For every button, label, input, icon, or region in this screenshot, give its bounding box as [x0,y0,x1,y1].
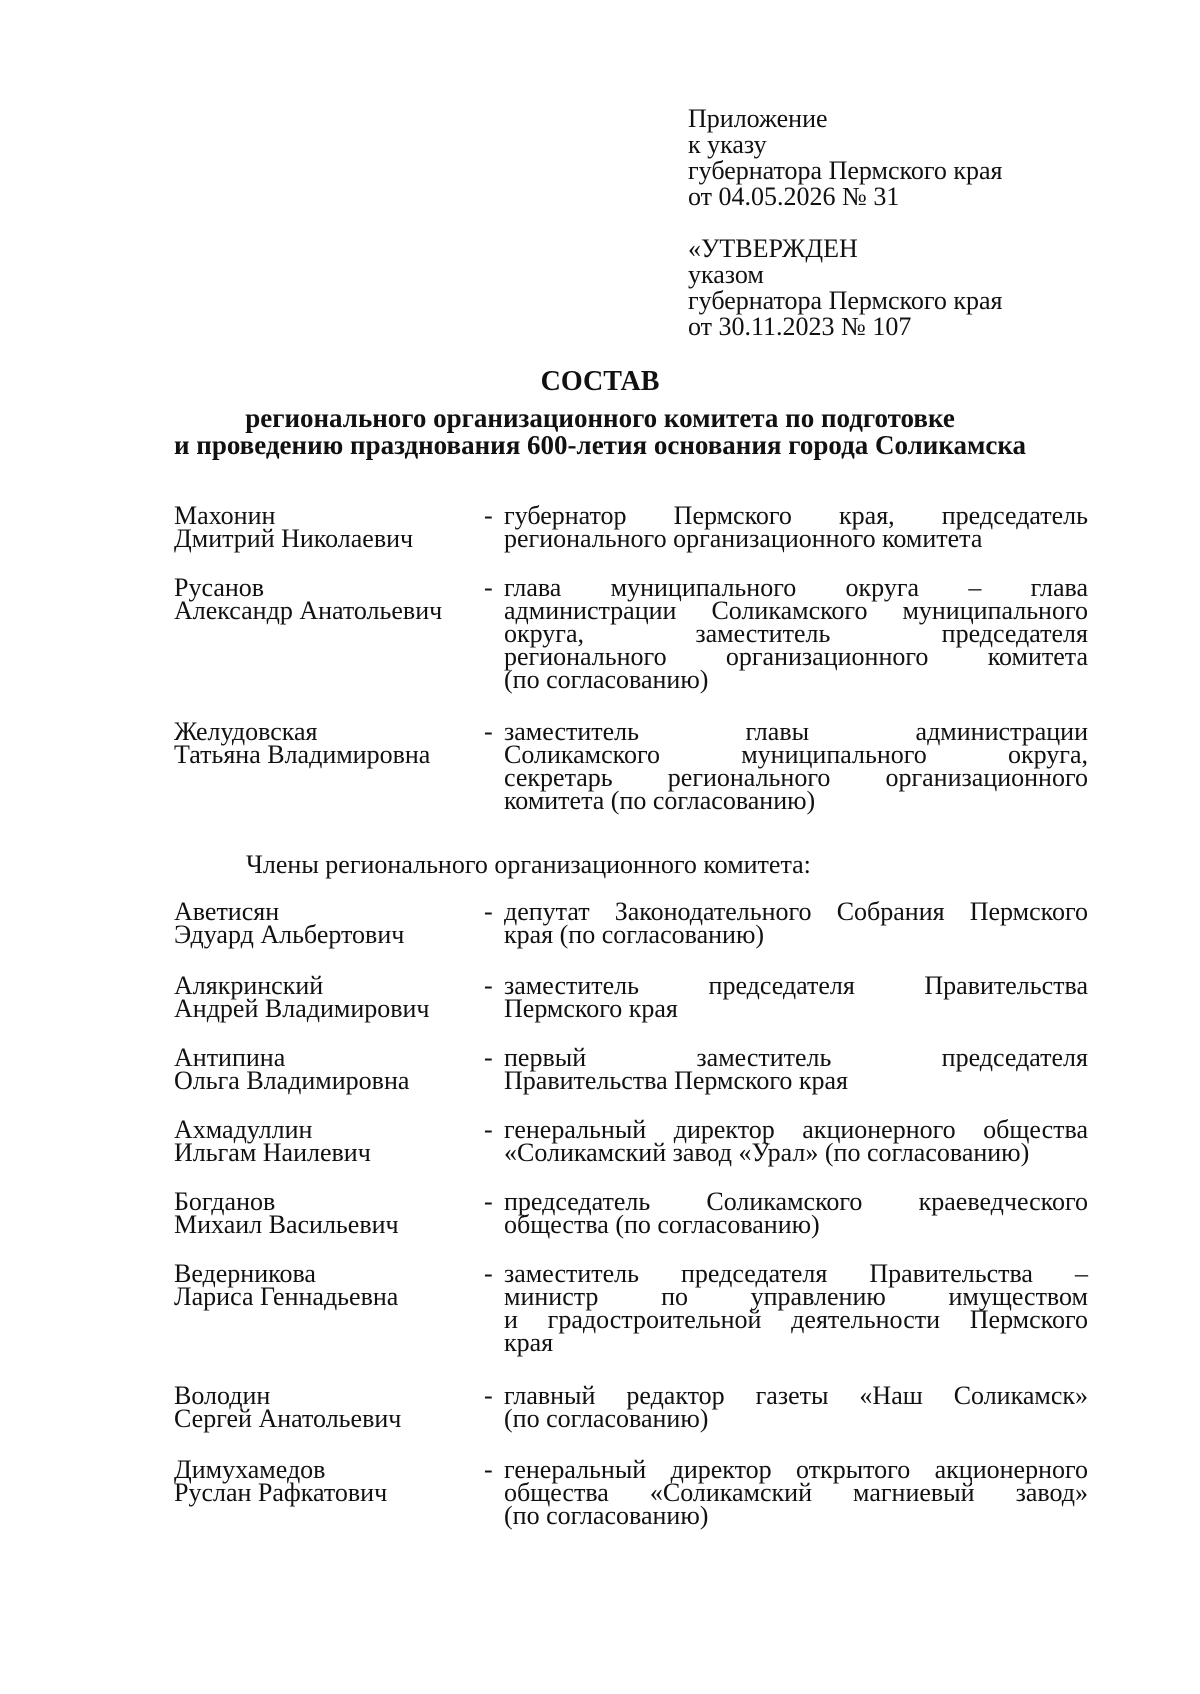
approved-line: губернатора Пермского края [688,286,1003,315]
position-description [504,971,1088,1023]
given-names: Александр Анатольевич [174,596,443,625]
description-line: секретарь регионального организационного [504,763,1088,792]
person-name [174,1455,474,1507]
description-line: общества «Соликамский магниевый завод» [504,1478,1088,1507]
position-description [504,1115,1088,1167]
subtitle-line: и проведению празднования 600-летия основания города Соликамска [173,430,1027,460]
document-subtitle [0,405,1200,459]
dash-separator: - [484,1187,493,1216]
person-name [174,971,474,1023]
description-line: (по согласованию) [504,1404,709,1433]
description-line: регионального организационного комитета [504,524,983,553]
surname: Богданов [174,1187,276,1216]
description-line: генеральный директор акционерного общества [504,1115,1088,1144]
person-name [174,717,474,769]
appendix-line: губернатора Пермского края [688,156,1003,185]
description-line: края (по согласованию) [504,920,765,949]
description-line: (по согласованию) [504,665,709,694]
position-description [504,717,1088,815]
surname: Русанов [174,573,265,602]
approved-block [688,236,1088,340]
description-line: администрации Соликамского муниципального [504,596,1088,625]
surname: Антипина [174,1043,286,1072]
given-names: Михаил Васильевич [174,1210,399,1239]
dash-separator: - [484,501,493,530]
description-line: комитета (по согласованию) [504,786,816,815]
surname: Володин [174,1381,271,1410]
position-description [504,501,1088,553]
person-name [174,501,474,553]
dash-separator: - [484,1259,493,1288]
dash-separator: - [484,573,493,602]
given-names: Лариса Геннадьевна [174,1282,399,1311]
person-name [174,1115,474,1167]
surname: Аветисян [174,897,280,926]
description-line: заместитель главы администрации [504,717,1088,746]
position-description [504,897,1088,949]
surname: Махонин [174,501,276,530]
person-name [174,1187,474,1239]
description-line: края [504,1328,554,1357]
description-line: «Соликамский завод «Урал» (по согласованию) [504,1138,1030,1167]
description-line: общества (по согласованию) [504,1210,820,1239]
description-line: депутат Законодательного Собрания Пермского [504,897,1088,926]
description-line: председатель Соликамского краеведческого [504,1187,1088,1216]
description-line: заместитель председателя Правительства – [504,1259,1088,1288]
appendix-line: к указу [688,130,767,159]
person-name [174,897,474,949]
given-names: Андрей Владимирович [174,994,430,1023]
person-name [174,1381,474,1433]
description-line: первый заместитель председателя [504,1043,1088,1072]
dash-separator: - [484,897,493,926]
description-line: округа, заместитель председателя [504,619,1088,648]
position-description [504,1381,1088,1433]
description-line: (по согласованию) [504,1501,709,1530]
dash-separator: - [484,717,493,746]
description-line: Соликамского муниципального округа, [504,740,1088,769]
person-name [174,1043,474,1095]
subtitle-line: регионального организационного комитета по подготовке [245,403,955,433]
surname: Алякринский [174,971,324,1000]
surname: Ахмадуллин [174,1115,313,1144]
document-title: СОСТАВ [540,366,660,397]
dash-separator: - [484,971,493,1000]
members-heading: Члены регионального организационного комитета: [246,850,811,879]
dash-separator: - [484,1455,493,1484]
position-description [504,1187,1088,1239]
dash-separator: - [484,1043,493,1072]
given-names: Дмитрий Николаевич [174,524,414,553]
surname: Димухамедов [174,1455,326,1484]
description-line: глава муниципального округа – глава [504,573,1088,602]
given-names: Ильгам Наилевич [174,1138,371,1167]
description-line: и градостроительной деятельности Пермского [504,1305,1088,1334]
person-name [174,573,474,625]
surname: Желудовская [174,717,318,746]
description-line: Пермского края [504,994,678,1023]
given-names: Эдуард Альбертович [174,920,405,949]
given-names: Ольга Владимировна [174,1066,410,1095]
description-line: губернатор Пермского края, председатель [504,501,1088,530]
approved-line: от 30.11.2023 № 107 [688,312,912,341]
dash-separator: - [484,1381,493,1410]
given-names: Татьяна Владимировна [174,740,431,769]
position-description [504,1455,1088,1530]
person-name [174,1259,474,1311]
position-description [504,1259,1088,1357]
given-names: Сергей Анатольевич [174,1404,402,1433]
dash-separator: - [484,1115,493,1144]
given-names: Руслан Рафкатович [174,1478,388,1507]
description-line: генеральный директор открытого акционерного [504,1455,1088,1484]
description-line: заместитель председателя Правительства [504,971,1088,1000]
description-line: регионального организационного комитета [504,642,1088,671]
position-description [504,573,1088,694]
approved-line: указом [688,260,764,289]
appendix-line: Приложение [688,104,828,133]
approved-line: «УТВЕРЖДЕН [688,234,858,263]
description-line: главный редактор газеты «Наш Соликамск» [504,1381,1088,1410]
position-description [504,1043,1088,1095]
surname: Ведерникова [174,1259,316,1288]
appendix-block [688,106,1088,210]
description-line: Правительства Пермского края [504,1066,848,1095]
description-line: министр по управлению имуществом [504,1282,1088,1311]
appendix-line: от 04.05.2026 № 31 [688,182,900,211]
